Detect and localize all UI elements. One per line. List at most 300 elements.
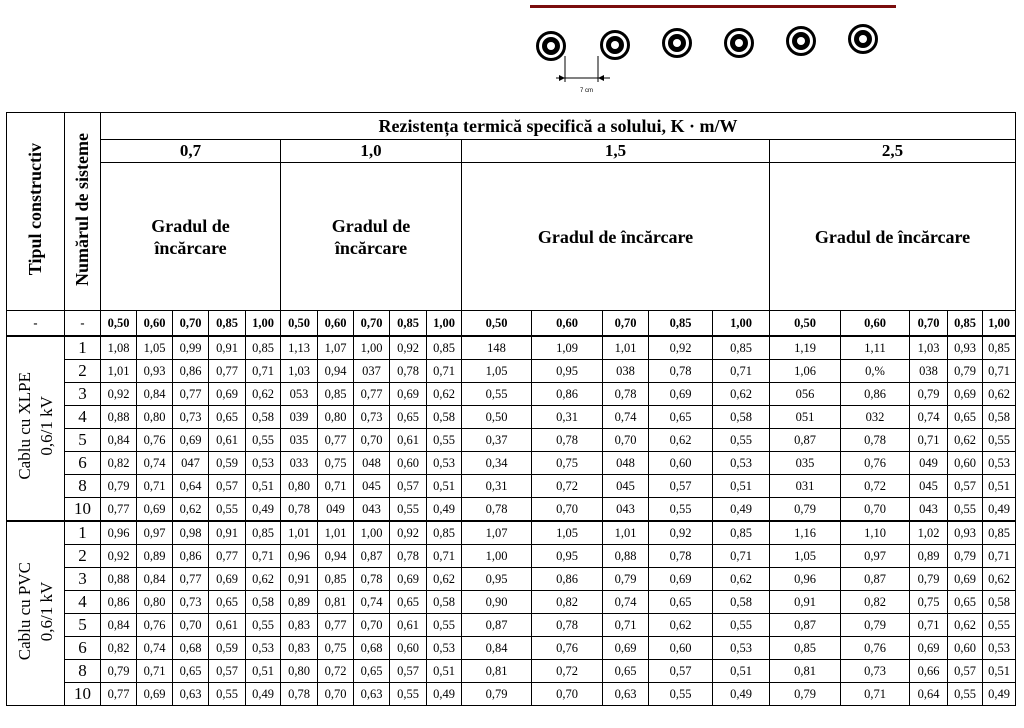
factor-cell: 0,69 <box>137 683 173 706</box>
factor-cell: 0,65 <box>649 591 713 614</box>
factor-cell: 0,82 <box>101 637 137 660</box>
factor-cell: 037 <box>354 360 390 383</box>
factor-cell: 0,69 <box>209 383 246 406</box>
systems-count: 8 <box>65 475 101 498</box>
factor-cell: 0,84 <box>101 429 137 452</box>
factor-cell: 0,70 <box>318 683 354 706</box>
load-degree-value: 0,85 <box>209 311 246 337</box>
factor-cell: 0,62 <box>649 614 713 637</box>
factor-cell: 0,58 <box>427 406 462 429</box>
factor-cell: 0,71 <box>137 660 173 683</box>
factor-cell: 1,19 <box>770 336 841 360</box>
factor-cell: 0,75 <box>532 452 603 475</box>
factor-cell: 0,73 <box>173 406 209 429</box>
derating-factors-table <box>6 112 1016 706</box>
factor-cell: 0,57 <box>649 660 713 683</box>
systems-count: 2 <box>65 360 101 383</box>
factor-cell: 148 <box>462 336 532 360</box>
factor-cell: 0,89 <box>910 545 948 568</box>
factor-cell: 0,53 <box>246 637 281 660</box>
table-row <box>7 452 1016 475</box>
factor-cell: 0,88 <box>101 568 137 591</box>
factor-cell: 0,93 <box>948 521 983 545</box>
factor-cell: 0,87 <box>462 614 532 637</box>
factor-cell: 0,58 <box>983 591 1016 614</box>
factor-cell: 0,71 <box>910 429 948 452</box>
factor-cell: 0,57 <box>209 660 246 683</box>
factor-cell: 0,78 <box>390 545 427 568</box>
factor-cell: 0,60 <box>948 637 983 660</box>
factor-cell: 0,58 <box>713 591 770 614</box>
systems-count: 6 <box>65 452 101 475</box>
factor-cell: 0,51 <box>983 475 1016 498</box>
factor-cell: 0,70 <box>354 429 390 452</box>
factor-cell: 0,91 <box>209 336 246 360</box>
factor-cell: 0,78 <box>532 614 603 637</box>
factor-cell: 0,58 <box>427 591 462 614</box>
spacing-dimension <box>548 56 620 86</box>
factor-cell: 0,62 <box>713 383 770 406</box>
factor-cell: 0,53 <box>713 637 770 660</box>
factor-cell: 0,59 <box>209 637 246 660</box>
factor-cell: 0,49 <box>713 683 770 706</box>
factor-cell: 032 <box>841 406 910 429</box>
factor-cell: 0,81 <box>462 660 532 683</box>
factor-cell: 0,34 <box>462 452 532 475</box>
factor-cell: 0,62 <box>427 383 462 406</box>
factor-cell: 045 <box>603 475 649 498</box>
factor-cell: 0,97 <box>137 521 173 545</box>
factor-cell: 0,49 <box>983 498 1016 522</box>
factor-cell: 0,85 <box>983 336 1016 360</box>
factor-cell: 0,78 <box>649 360 713 383</box>
factor-cell: 0,84 <box>137 383 173 406</box>
systems-count: 6 <box>65 637 101 660</box>
factor-cell: 0,87 <box>354 545 390 568</box>
factor-cell: 0,78 <box>462 498 532 522</box>
factor-cell: 0,92 <box>649 521 713 545</box>
factor-cell: 0,58 <box>983 406 1016 429</box>
cable-icon <box>786 26 816 56</box>
factor-cell: 033 <box>281 452 318 475</box>
factor-cell: 0,98 <box>173 521 209 545</box>
factor-cell: 1,11 <box>841 336 910 360</box>
factor-cell: 0,77 <box>209 545 246 568</box>
factor-cell: 0,69 <box>649 568 713 591</box>
factor-cell: 0,61 <box>209 429 246 452</box>
factor-cell: 0,97 <box>841 545 910 568</box>
factor-cell: 0,87 <box>841 568 910 591</box>
factor-cell: 043 <box>354 498 390 522</box>
factor-cell: 0,55 <box>390 683 427 706</box>
factor-cell: 1,03 <box>281 360 318 383</box>
factor-cell: 0,63 <box>603 683 649 706</box>
factor-cell: 0,95 <box>532 360 603 383</box>
factor-cell: 0,60 <box>390 637 427 660</box>
load-degree-value: 0,85 <box>390 311 427 337</box>
factor-cell: 0,65 <box>390 406 427 429</box>
factor-cell: 047 <box>173 452 209 475</box>
factor-cell: 0,63 <box>173 683 209 706</box>
factor-cell: 0,85 <box>713 336 770 360</box>
factor-cell: 0,65 <box>209 591 246 614</box>
factor-cell: 043 <box>910 498 948 522</box>
factor-cell: 0,75 <box>318 637 354 660</box>
factor-cell: 0,62 <box>649 429 713 452</box>
factor-cell: 0,79 <box>770 498 841 522</box>
factor-cell: 0,91 <box>281 568 318 591</box>
factor-cell: 0,51 <box>246 660 281 683</box>
factor-cell: 0,55 <box>948 498 983 522</box>
factor-cell: 0,79 <box>910 383 948 406</box>
factor-cell: 0,70 <box>532 683 603 706</box>
factor-cell: 0,96 <box>770 568 841 591</box>
factor-cell: 0,74 <box>910 406 948 429</box>
factor-cell: 0,51 <box>713 475 770 498</box>
table-row <box>7 591 1016 614</box>
factor-cell: 0,95 <box>462 568 532 591</box>
load-degree-header: Gradul de încărcare <box>281 163 462 311</box>
load-degree-value: 0,50 <box>101 311 137 337</box>
resistivity-header: 1,0 <box>281 140 462 163</box>
factor-cell: 0,55 <box>427 429 462 452</box>
cable-voltage: 0,6/1 kV <box>36 396 56 456</box>
factor-cell: 0,71 <box>983 545 1016 568</box>
systems-count: 4 <box>65 406 101 429</box>
factor-cell: 0,92 <box>390 336 427 360</box>
factor-cell: 0,86 <box>532 568 603 591</box>
factor-cell: 0,53 <box>427 452 462 475</box>
factor-cell: 0,72 <box>532 660 603 683</box>
factor-cell: 0,71 <box>910 614 948 637</box>
factor-cell: 0,99 <box>173 336 209 360</box>
factor-cell: 0,78 <box>649 545 713 568</box>
factor-cell: 0,95 <box>532 545 603 568</box>
factor-cell: 1,05 <box>462 360 532 383</box>
factor-cell: 031 <box>770 475 841 498</box>
factor-cell: 0,78 <box>390 360 427 383</box>
factor-cell: 0,58 <box>713 406 770 429</box>
factor-cell: 0,49 <box>246 683 281 706</box>
factor-cell: 049 <box>318 498 354 522</box>
factor-cell: 0,94 <box>318 360 354 383</box>
systems-count: 5 <box>65 429 101 452</box>
factor-cell: 0,65 <box>354 660 390 683</box>
factor-cell: 0,49 <box>713 498 770 522</box>
load-degree-value: 0,70 <box>910 311 948 337</box>
factor-cell: 0,96 <box>101 521 137 545</box>
factor-cell: 0,85 <box>427 521 462 545</box>
table-row <box>7 521 1016 545</box>
factor-cell: 0,% <box>841 360 910 383</box>
factor-cell: 0,78 <box>281 683 318 706</box>
factor-cell: 0,71 <box>137 475 173 498</box>
factor-cell: 0,86 <box>841 383 910 406</box>
systems-count: 1 <box>65 336 101 360</box>
table-row <box>7 683 1016 706</box>
factor-cell: 0,55 <box>246 429 281 452</box>
factor-cell: 1,00 <box>462 545 532 568</box>
load-degree-value: 0,60 <box>841 311 910 337</box>
factor-cell: 0,70 <box>532 498 603 522</box>
factor-cell: 0,79 <box>841 614 910 637</box>
factor-cell: 0,65 <box>649 406 713 429</box>
load-degree-value: 0,50 <box>462 311 532 337</box>
factor-cell: 0,37 <box>462 429 532 452</box>
factor-cell: 0,68 <box>354 637 390 660</box>
factor-cell: 0,64 <box>173 475 209 498</box>
factor-cell: 0,53 <box>713 452 770 475</box>
factor-cell: 1,06 <box>770 360 841 383</box>
factor-cell: 1,08 <box>101 336 137 360</box>
header-number-of-systems: Numărul de sisteme <box>65 113 101 311</box>
factor-cell: 0,31 <box>462 475 532 498</box>
factor-cell: 049 <box>910 452 948 475</box>
factor-cell: 0,79 <box>770 683 841 706</box>
factor-cell: 0,53 <box>983 637 1016 660</box>
factor-cell: 0,53 <box>246 452 281 475</box>
systems-count: 3 <box>65 568 101 591</box>
factor-cell: 0,62 <box>983 383 1016 406</box>
factor-cell: 0,62 <box>246 383 281 406</box>
factor-cell: 0,77 <box>318 614 354 637</box>
factor-cell: 0,78 <box>532 429 603 452</box>
factor-cell: 0,55 <box>713 614 770 637</box>
factor-cell: 0,91 <box>209 521 246 545</box>
factor-cell: 0,65 <box>948 591 983 614</box>
dash-cell: - <box>65 311 101 337</box>
factor-cell: 0,83 <box>281 637 318 660</box>
cable-layout-diagram <box>520 0 900 108</box>
factor-cell: 0,70 <box>841 498 910 522</box>
factor-cell: 0,57 <box>390 660 427 683</box>
ground-line <box>530 5 896 8</box>
factor-cell: 0,69 <box>910 637 948 660</box>
factor-cell: 0,65 <box>390 591 427 614</box>
factor-cell: 0,93 <box>948 336 983 360</box>
factor-cell: 0,49 <box>427 498 462 522</box>
factor-cell: 0,76 <box>137 429 173 452</box>
factor-cell: 0,77 <box>209 360 246 383</box>
factor-cell: 1,01 <box>281 521 318 545</box>
factor-cell: 0,71 <box>983 360 1016 383</box>
factor-cell: 0,93 <box>137 360 173 383</box>
factor-cell: 0,80 <box>137 591 173 614</box>
factor-cell: 1,02 <box>910 521 948 545</box>
table-row <box>7 475 1016 498</box>
factor-cell: 039 <box>281 406 318 429</box>
factor-cell: 0,84 <box>137 568 173 591</box>
header-construction-type: Tipul constructiv <box>7 113 65 311</box>
factor-cell: 0,60 <box>948 452 983 475</box>
systems-count: 4 <box>65 591 101 614</box>
factor-cell: 0,77 <box>318 429 354 452</box>
table-row <box>7 406 1016 429</box>
factor-cell: 0,85 <box>318 568 354 591</box>
factor-cell: 0,85 <box>246 336 281 360</box>
factor-cell: 0,71 <box>246 545 281 568</box>
factor-cell: 0,76 <box>841 452 910 475</box>
factor-cell: 0,85 <box>427 336 462 360</box>
factor-cell: 0,92 <box>649 336 713 360</box>
factor-cell: 0,82 <box>101 452 137 475</box>
factor-cell: 0,57 <box>209 475 246 498</box>
factor-cell: 0,55 <box>649 498 713 522</box>
factor-cell: 0,70 <box>603 429 649 452</box>
factor-cell: 0,65 <box>209 406 246 429</box>
factor-cell: 1,03 <box>910 336 948 360</box>
load-degree-value: 0,85 <box>948 311 983 337</box>
factor-cell: 0,80 <box>281 475 318 498</box>
factor-cell: 038 <box>910 360 948 383</box>
table-row <box>7 637 1016 660</box>
factor-cell: 0,78 <box>281 498 318 522</box>
factor-cell: 0,71 <box>318 475 354 498</box>
factor-cell: 0,76 <box>137 614 173 637</box>
factor-cell: 0,74 <box>137 637 173 660</box>
factor-cell: 0,76 <box>532 637 603 660</box>
factor-cell: 0,69 <box>173 429 209 452</box>
factor-cell: 0,88 <box>603 545 649 568</box>
table-row <box>7 336 1016 360</box>
factor-cell: 1,01 <box>603 521 649 545</box>
factor-cell: 0,70 <box>173 614 209 637</box>
factor-cell: 0,71 <box>427 545 462 568</box>
factor-cell: 0,64 <box>910 683 948 706</box>
factor-cell: 0,82 <box>532 591 603 614</box>
factor-cell: 0,58 <box>246 406 281 429</box>
factor-cell: 0,73 <box>841 660 910 683</box>
factor-cell: 1,01 <box>603 336 649 360</box>
factor-cell: 0,59 <box>209 452 246 475</box>
factor-cell: 0,55 <box>209 683 246 706</box>
factor-cell: 0,69 <box>948 383 983 406</box>
factor-cell: 0,77 <box>101 498 137 522</box>
factor-cell: 0,77 <box>173 383 209 406</box>
factor-cell: 0,84 <box>462 637 532 660</box>
factor-cell: 0,53 <box>983 452 1016 475</box>
factor-cell: 0,55 <box>246 614 281 637</box>
factor-cell: 1,07 <box>318 336 354 360</box>
factor-cell: 0,55 <box>983 614 1016 637</box>
factor-cell: 0,57 <box>390 475 427 498</box>
load-degree-header: Gradul de încărcare <box>462 163 770 311</box>
factor-cell: 0,78 <box>603 383 649 406</box>
load-degree-value: 0,70 <box>603 311 649 337</box>
factor-cell: 0,68 <box>173 637 209 660</box>
table-row <box>7 614 1016 637</box>
load-degree-value: 1,00 <box>427 311 462 337</box>
factor-cell: 0,85 <box>770 637 841 660</box>
factor-cell: 0,63 <box>354 683 390 706</box>
factor-cell: 0,65 <box>603 660 649 683</box>
factor-cell: 0,51 <box>983 660 1016 683</box>
factor-cell: 1,13 <box>281 336 318 360</box>
factor-cell: 0,62 <box>427 568 462 591</box>
factor-cell: 0,62 <box>173 498 209 522</box>
factor-cell: 0,94 <box>318 545 354 568</box>
factor-cell: 0,85 <box>983 521 1016 545</box>
load-degree-value: 1,00 <box>983 311 1016 337</box>
factor-cell: 0,50 <box>462 406 532 429</box>
factor-cell: 0,88 <box>101 406 137 429</box>
factor-cell: 0,79 <box>101 475 137 498</box>
resistivity-header: 2,5 <box>770 140 1016 163</box>
factor-cell: 0,49 <box>983 683 1016 706</box>
table-row <box>7 568 1016 591</box>
factor-cell: 0,49 <box>246 498 281 522</box>
factor-cell: 0,78 <box>354 568 390 591</box>
load-degree-value: 0,60 <box>532 311 603 337</box>
systems-count: 1 <box>65 521 101 545</box>
factor-cell: 0,55 <box>390 498 427 522</box>
factor-cell: 1,01 <box>101 360 137 383</box>
factor-cell: 1,05 <box>137 336 173 360</box>
load-degree-value: 0,60 <box>137 311 173 337</box>
systems-count: 5 <box>65 614 101 637</box>
cable-type-label <box>7 521 65 706</box>
factor-cell: 0,61 <box>209 614 246 637</box>
factor-cell: 0,69 <box>390 568 427 591</box>
factor-cell: 0,61 <box>390 614 427 637</box>
factor-cell: 0,55 <box>948 683 983 706</box>
factor-cell: 0,51 <box>246 475 281 498</box>
factor-cell: 056 <box>770 383 841 406</box>
factor-cell: 045 <box>354 475 390 498</box>
factor-cell: 0,79 <box>910 568 948 591</box>
factor-cell: 1,01 <box>318 521 354 545</box>
factor-cell: 0,83 <box>281 614 318 637</box>
systems-count: 2 <box>65 545 101 568</box>
factor-cell: 1,05 <box>532 521 603 545</box>
factor-cell: 0,79 <box>462 683 532 706</box>
factor-cell: 0,85 <box>246 521 281 545</box>
table-row <box>7 498 1016 522</box>
load-degree-header: Gradul de încărcare <box>101 163 281 311</box>
factor-cell: 0,55 <box>983 429 1016 452</box>
factor-cell: 048 <box>603 452 649 475</box>
factor-cell: 0,71 <box>246 360 281 383</box>
factor-cell: 0,79 <box>603 568 649 591</box>
load-degree-value: 1,00 <box>246 311 281 337</box>
factor-cell: 0,61 <box>390 429 427 452</box>
factor-cell: 0,49 <box>427 683 462 706</box>
factor-cell: 0,78 <box>841 429 910 452</box>
factor-cell: 0,69 <box>209 568 246 591</box>
load-degree-value: 0,60 <box>318 311 354 337</box>
factor-cell: 0,73 <box>173 591 209 614</box>
load-degree-value: 0,85 <box>649 311 713 337</box>
factor-cell: 0,74 <box>603 406 649 429</box>
factor-cell: 048 <box>354 452 390 475</box>
factor-cell: 0,85 <box>318 383 354 406</box>
factor-cell: 0,71 <box>603 614 649 637</box>
factor-cell: 0,65 <box>173 660 209 683</box>
factor-cell: 0,74 <box>603 591 649 614</box>
factor-cell: 0,55 <box>209 498 246 522</box>
factor-cell: 1,00 <box>354 521 390 545</box>
factor-cell: 0,72 <box>318 660 354 683</box>
factor-cell: 0,86 <box>173 545 209 568</box>
factor-cell: 0,92 <box>101 545 137 568</box>
factor-cell: 0,71 <box>713 545 770 568</box>
factor-cell: 045 <box>910 475 948 498</box>
factor-cell: 0,85 <box>713 521 770 545</box>
resistivity-header: 0,7 <box>101 140 281 163</box>
cable-icon <box>662 28 692 58</box>
factor-cell: 0,92 <box>390 521 427 545</box>
factor-cell: 1,00 <box>354 336 390 360</box>
